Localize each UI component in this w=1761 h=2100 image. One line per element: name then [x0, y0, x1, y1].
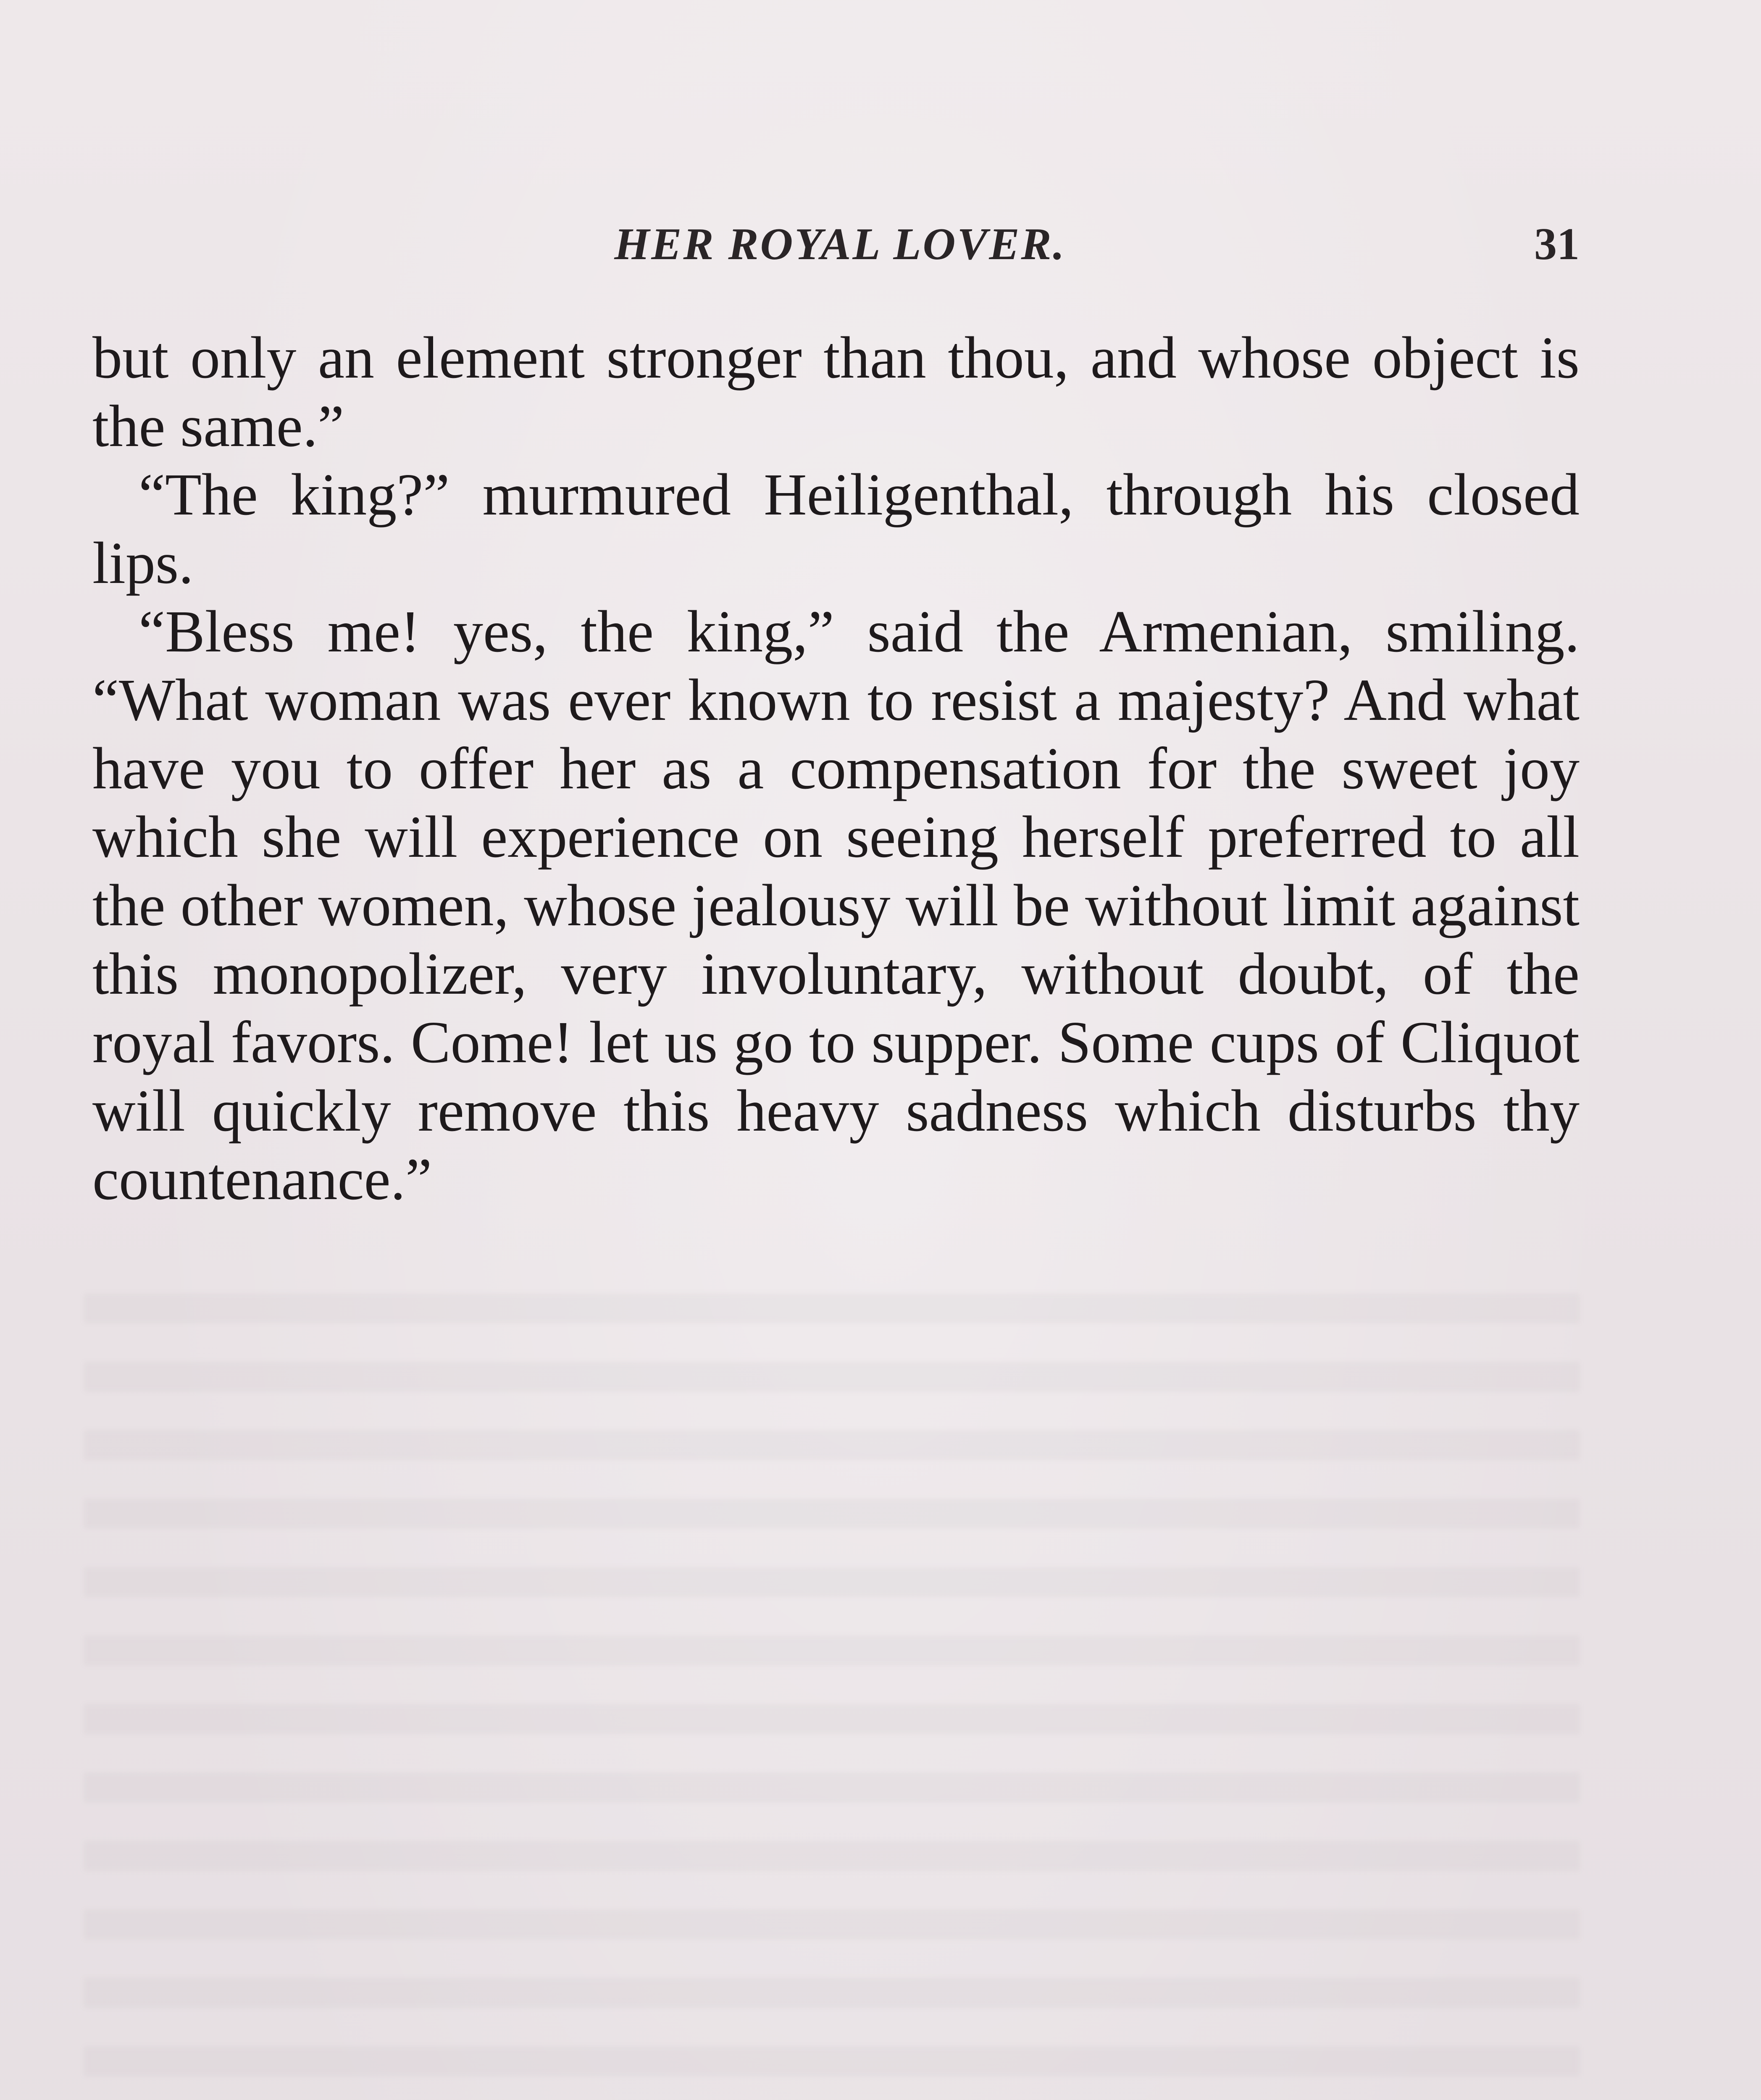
paragraph-continued: but only an element stronger than thou, and whose object is the same.”	[92, 324, 1580, 459]
paragraph-armenian-reply: “Bless me! yes, the king,” said the Armenian, smiling. “What woman was ever known to resist a majesty? And what have you to offer her as a compensation for the sweet joy which she will experience on seeing herself preferred to all the other women, whose jealousy will be without limit against this monopolizer, very involuntary, without doubt, of the royal favors. Come! let us go to supper. Some cups of Cliquot will quickly remove this heavy sadness which disturbs thy countenance.”	[92, 598, 1580, 1212]
running-title: HER ROYAL LOVER.	[614, 219, 1066, 269]
show-through-text	[84, 1294, 1580, 2100]
paragraph-king-question: “The king?” murmured Heiligenthal, through his closed lips.	[92, 461, 1580, 596]
body-text	[92, 323, 1580, 1213]
page-number: 31	[1534, 219, 1580, 269]
page-header	[0, 218, 1761, 277]
